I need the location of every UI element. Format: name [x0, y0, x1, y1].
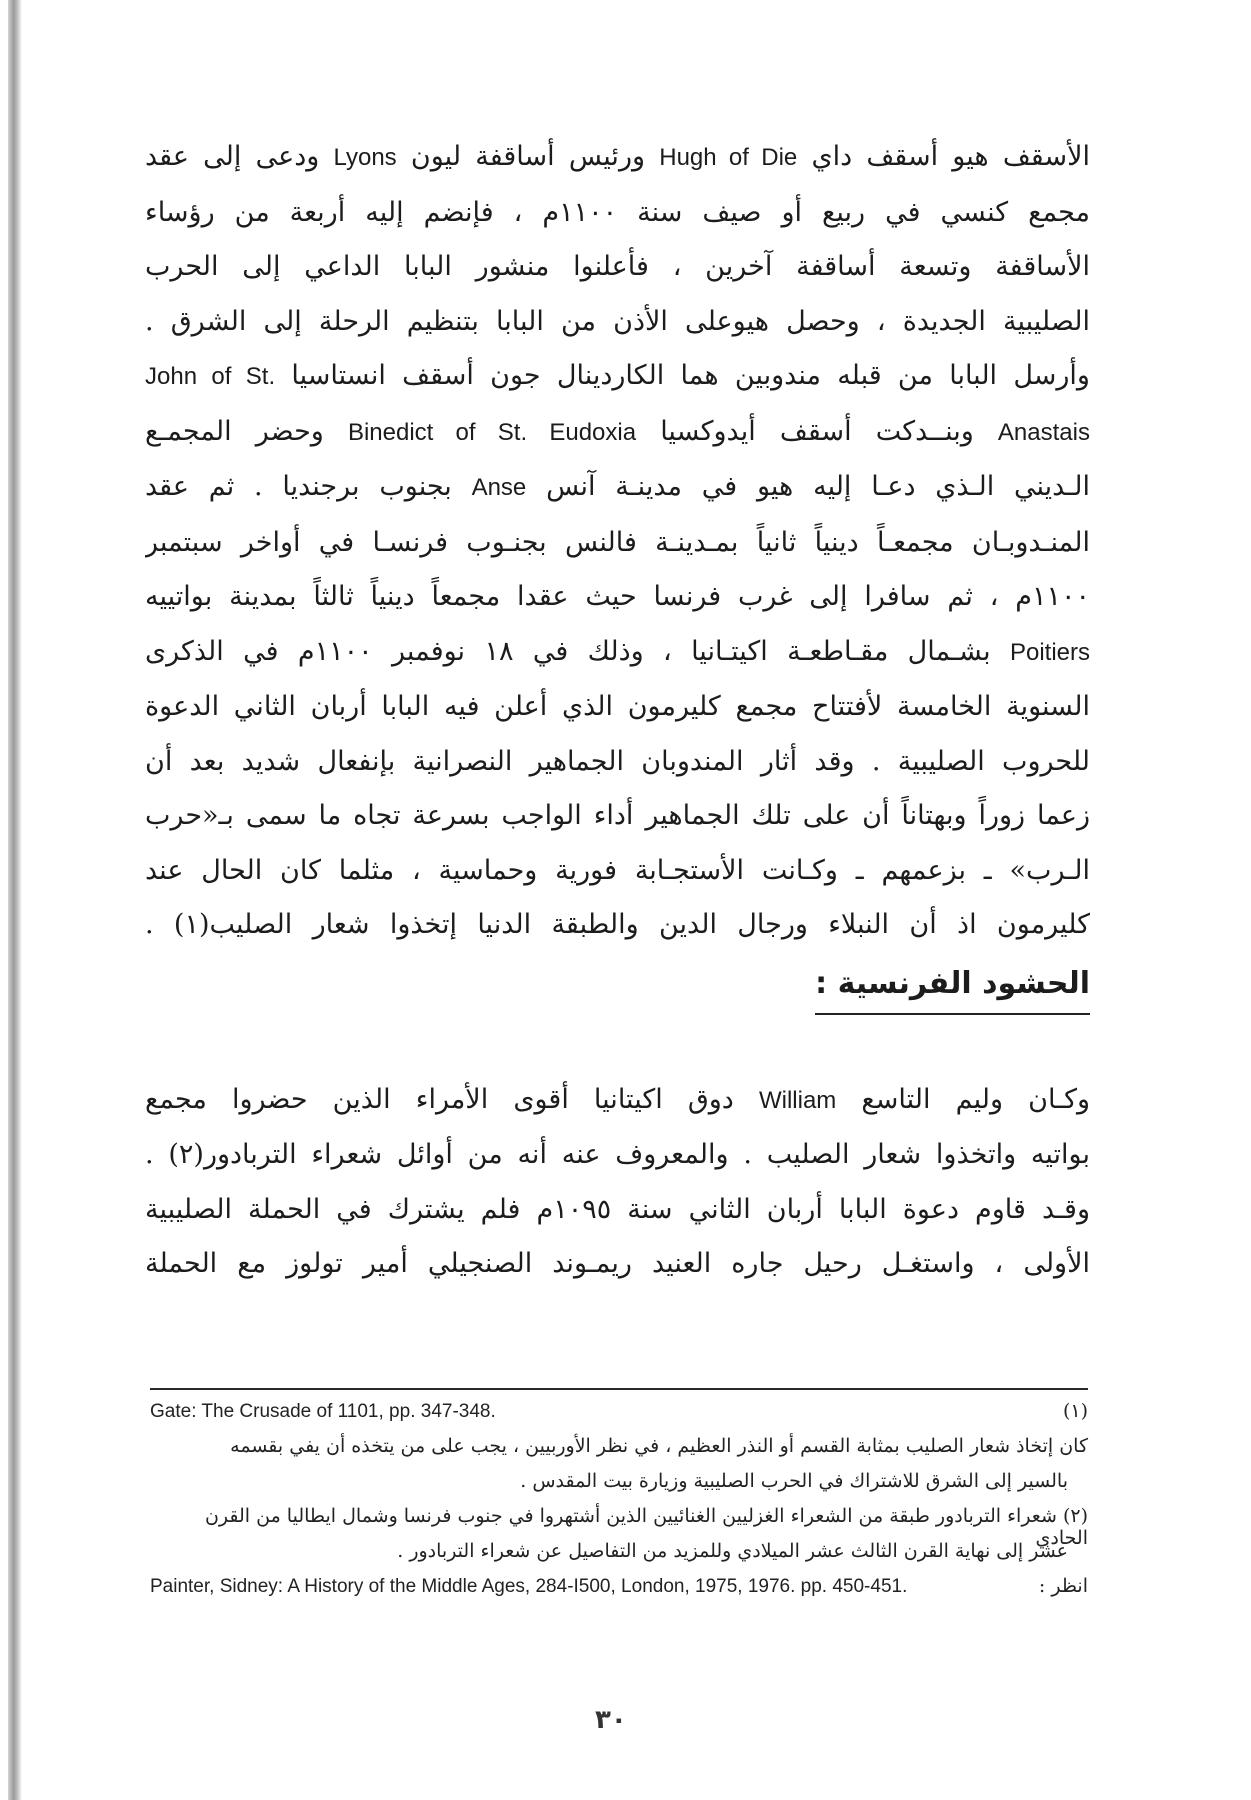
text-line: بواتيه واتخذوا شعار الصليب . والمعروف عنه أنه من أوائل شعراء التربادور(٢) .	[145, 1139, 1090, 1170]
footnote-citation: Gate: The Crusade of 1101, pp. 347-348.	[150, 1401, 496, 1422]
text-line: الأساقفة وتسعة أساقفة آخرين ، فأعلنوا منشور البابا الداعي إلى الحرب	[145, 251, 1090, 282]
section-heading-container	[145, 959, 1090, 1051]
footnote-marker: (١)	[1062, 1400, 1088, 1422]
footnote-1-text	[150, 1435, 1088, 1470]
footnote-text: كان إتخاذ شعار الصليب بمثابة القسم أو النذر العظيم ، في نظر الأوربيين ، يجب على من يتخذه أن يفي بقسمه	[230, 1435, 1088, 1457]
paragraph-1	[145, 130, 1090, 953]
text-line: مجمع كنسي في ربيع أو صيف سنة ١١٠٠م ، فإنضم إليه أربعة من رؤساء	[145, 196, 1090, 228]
text-line: وكـان وليم التاسع William دوق اكيتانيا أقوى الأمراء الذين حضروا مجمع	[145, 1083, 1090, 1115]
page-body	[145, 130, 1090, 1292]
text-line: الأسقف هيو أسقف داي Hugh of Die ورئيس أساقفة ليون Lyons ودعى إلى عقد	[145, 141, 1090, 172]
section-heading: الحشود الفرنسية :	[815, 959, 1090, 1015]
text-line: المنـدوبـان مجمعـاً دينياً ثانياً بمـدينـة فالنس بجنـوب فرنسـا في أواخر سبتمبر	[145, 526, 1090, 558]
footnote-1-text	[150, 1470, 1088, 1505]
scanned-page-edge	[8, 0, 22, 1800]
footnote-1-citation	[150, 1400, 1088, 1435]
text-line: وقـد قاوم دعوة البابا أربان الثاني سنة ١٠٩٥م فلم يشترك في الحملة الصليبية	[145, 1193, 1090, 1225]
footnote-text: عشر إلى نهاية القرن الثالث عشر الميلادي وللمزيد من التفاصيل عن شعراء التربادور .	[397, 1540, 1068, 1562]
text-line: الـديني الـذي دعـا إليه هيو في مدينـة آنس Anse بجنوب برجنديا . ثم عقد	[145, 471, 1090, 502]
text-line: للحروب الصليبية . وقد أثار المندوبان الجماهير النصرانية بإنفعال شديد بعد أن	[145, 745, 1090, 777]
text-line: وأرسل البابا من قبله مندوبين هما الكاردينال جون أسقف انستاسيا John of St.	[145, 360, 1090, 391]
text-line: الـرب» ـ بزعمهم ـ وكـانت الأستجـابة فورية وحماسية ، مثلما كان الحال عند	[145, 854, 1090, 886]
text-line: كليرمون اذ أن النبلاء ورجال الدين والطبقة الدنيا إتخذوا شعار الصليب(١) .	[145, 909, 1090, 940]
footnote-see-label: انظر :	[1038, 1575, 1088, 1597]
footnote-citation: Painter, Sidney: A History of the Middle Ages, 284-I500, London, 1975, 1976. pp. 450-451.	[150, 1576, 908, 1597]
footnote-2-text	[150, 1505, 1088, 1549]
text-line: Anastais وبنــدكت أسقف أيدوكسيا Binedict of St. Eudoxia وحضر المجمـع	[145, 415, 1090, 447]
paragraph-2	[145, 1073, 1090, 1292]
text-line: الأولى ، واستغـل رحيل جاره العنيد ريمـوند الصنجيلي أمير تولوز مع الحملة	[145, 1248, 1090, 1279]
page-number: ٣٠	[595, 1705, 627, 1735]
text-line: السنوية الخامسة لأفتتاح مجمع كليرمون الذي أعلن فيه البابا أربان الثاني الدعوة	[145, 691, 1090, 722]
footnote-2-citation	[150, 1575, 1088, 1610]
text-line: Poitiers بشـمال مقـاطعـة اكيتـانيا ، وذلك في ١٨ نوفمبر ١١٠٠م في الذكرى	[145, 635, 1090, 667]
text-line: الصليبية الجديدة ، وحصل هيوعلى الأذن من البابا بتنظيم الرحلة إلى الشرق .	[145, 305, 1090, 337]
footnote-text: (٢) شعراء التربادور طبقة من الشعراء الغزليين الغنائيين الذين أشتهروا في جنوب فرنسا وشمال ايطاليا من القرن الحادي	[204, 1505, 1088, 1549]
text-line: ١١٠٠م ، ثم سافرا إلى غرب فرنسا حيث عقدا مجمعاً دينياً ثالثاً بمدينة بواتييه	[145, 581, 1090, 612]
text-line: زعما زوراً وبهتاناً أن على تلك الجماهير أداء الواجب بسرعة تجاه ما سمى بـ«حرب	[145, 800, 1090, 831]
footnote-text: بالسير إلى الشرق للاشتراك في الحرب الصليبية وزيارة بيت المقدس .	[520, 1470, 1068, 1492]
footnotes	[150, 1400, 1088, 1610]
footnote-divider	[150, 1388, 1088, 1390]
